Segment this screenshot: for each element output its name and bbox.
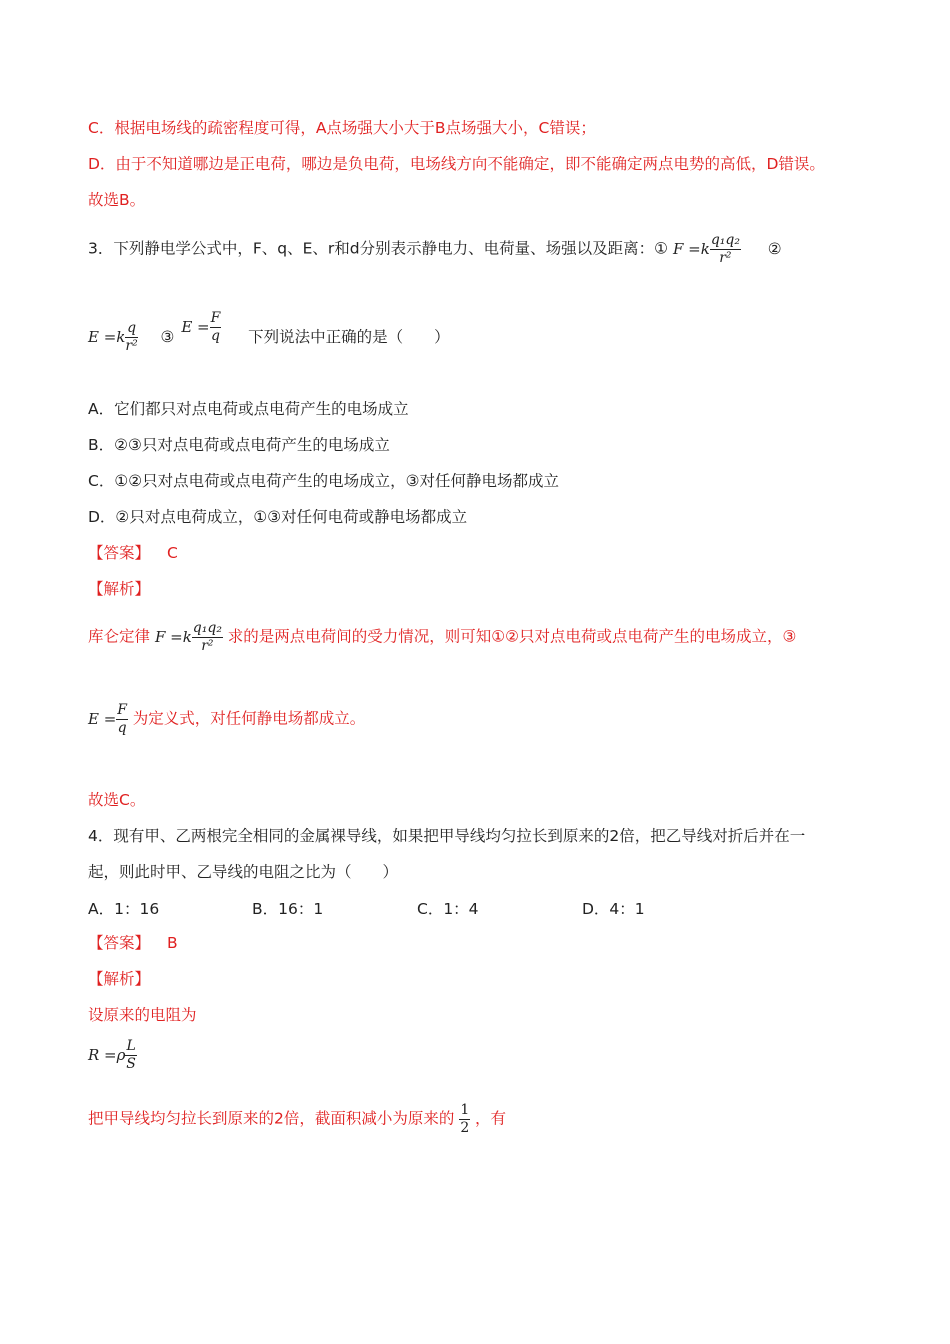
answer-label: 【答案】: [88, 544, 151, 562]
resistance-formula-den: S: [126, 1056, 136, 1072]
q3-mark-3: ③: [160, 327, 175, 346]
q3-stem-line1: [88, 232, 782, 267]
q4-option-a: A．1：16: [88, 900, 160, 918]
resistance-formula: [88, 1038, 137, 1072]
analysis-formula3-lhs: E =: [88, 709, 117, 728]
analysis-formula-den: r²: [201, 638, 214, 654]
formula-1-lhs: F =k: [672, 239, 710, 258]
q3-analysis-line2: [88, 702, 365, 737]
q3-option-a: A．它们都只对点电荷或点电荷产生的电场成立: [88, 400, 409, 418]
q3-stem-pre: 3．下列静电学公式中，F、q、E、r和d分别表示静电力、电荷量、场强以及距离：①: [88, 239, 669, 258]
formula-2-num: q: [127, 320, 137, 336]
q4-formula-r: [88, 1038, 137, 1073]
analysis-post: 为定义式，对任何静电场都成立。: [132, 709, 366, 728]
formula-3-lhs: E =: [181, 317, 210, 336]
analysis-formula3-den: q: [117, 720, 127, 736]
formula-1-num: q₁q₂: [710, 232, 740, 248]
analysis-formula-num: q₁q₂: [192, 620, 222, 636]
q2-choice: 故选B。: [88, 191, 146, 209]
q3-stem-post: 下列说法中正确的是（ ）: [248, 327, 450, 346]
q2-option-c-explanation: C．根据电场线的疏密程度可得，A点场强大小大于B点场强大小，C错误；: [88, 119, 596, 137]
resistance-formula-num: L: [126, 1038, 136, 1054]
half-den: 2: [460, 1120, 470, 1136]
q3-option-c: C．①②只对点电荷或点电荷产生的电场成立，③对任何静电场都成立: [88, 472, 560, 490]
q4-analysis-line2: [88, 1102, 506, 1137]
analysis-formula-1: [154, 620, 228, 654]
q3-formula-3: [181, 310, 226, 344]
answer-value: C: [166, 544, 178, 562]
q3-stem-line2: [88, 310, 450, 355]
answer-label: 【答案】: [88, 934, 151, 952]
q3-choice: 故选C。: [88, 791, 146, 809]
q3-formula-2: [88, 320, 142, 354]
line2-pre: 把甲导线均匀拉长到原来的2倍，截面积减小为原来的: [88, 1109, 455, 1128]
q4-option-c: C．1：4: [417, 900, 479, 918]
q4-answer: [88, 932, 178, 954]
analysis-mid: 求的是两点电荷间的受力情况，则可知①②只对点电荷或点电荷产生的电场成立，③: [227, 627, 797, 646]
q4-option-d: D．4：1: [582, 900, 645, 918]
answer-value: B: [166, 934, 178, 952]
q4-option-b: B．16：1: [252, 900, 324, 918]
q2-option-d-explanation: D．由于不知道哪边是正电荷，哪边是负电荷，电场线方向不能确定，即不能确定两点电势的高低，D错误。: [88, 155, 825, 173]
analysis-pre: 库仑定律: [88, 627, 151, 646]
q3-analysis-line1: [88, 620, 796, 655]
formula-3-num: F: [210, 310, 221, 326]
line2-post: ，有: [475, 1109, 507, 1128]
formula-2-lhs: E =k: [88, 327, 126, 346]
q4-stem-line2: 起，则此时甲、乙导线的电阻之比为（ ）: [88, 863, 399, 881]
analysis-formula-3: [88, 702, 133, 736]
q3-mark-2: ②: [767, 239, 782, 258]
q4-analysis-line1: 设原来的电阻为: [88, 1006, 197, 1024]
q3-option-d: D．②只对点电荷成立，①③对任何电荷或静电场都成立: [88, 508, 468, 526]
formula-3-den: q: [211, 328, 220, 344]
q4-stem-line1: 4．现有甲、乙两根完全相同的金属裸导线，如果把甲导线均匀拉长到原来的2倍，把乙导线对折后并在一: [88, 827, 806, 845]
resistance-formula-lhs: R =ρ: [88, 1045, 126, 1064]
q3-analysis-label: 【解析】: [88, 580, 151, 598]
q3-option-b: B．②③只对点电荷或点电荷产生的电场成立: [88, 436, 390, 454]
analysis-formula3-num: F: [117, 702, 128, 718]
formula-2-den: r²: [125, 338, 138, 354]
analysis-formula-lhs: F =k: [154, 627, 192, 646]
q3-answer: [88, 542, 178, 564]
formula-1-den: r²: [719, 250, 732, 266]
q3-formula-1: [672, 232, 746, 266]
half-fraction: [459, 1102, 475, 1136]
q4-analysis-label: 【解析】: [88, 970, 151, 988]
half-num: 1: [460, 1102, 470, 1118]
